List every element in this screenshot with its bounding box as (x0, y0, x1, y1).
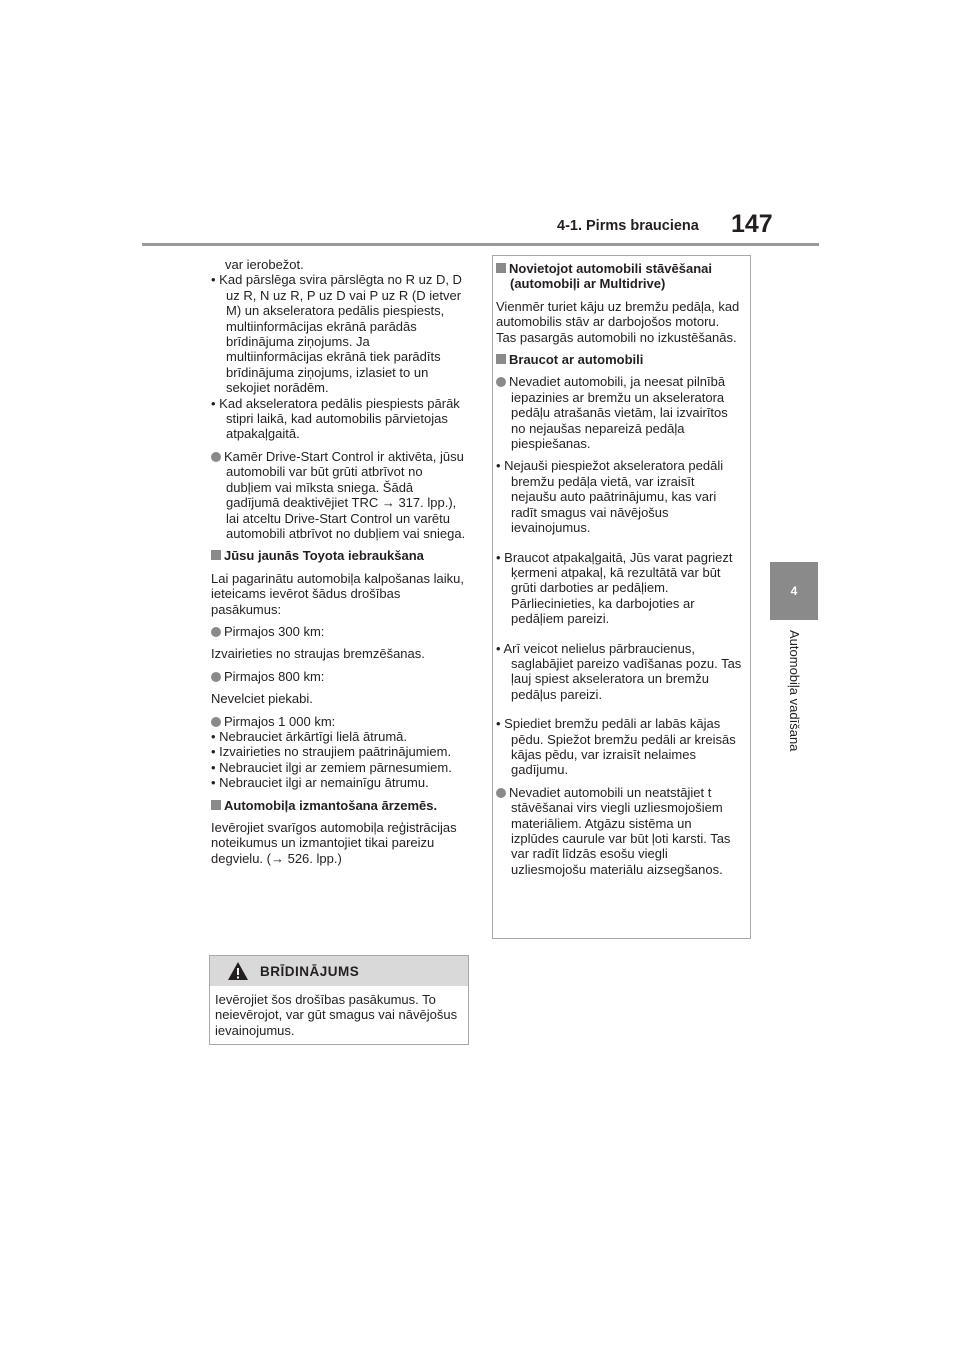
continued-line: var ierobežot. (225, 257, 304, 272)
km800-text: Nevelciet piekabi. (211, 691, 313, 707)
warning-body: Ievērojiet šos drošības pasākumus. To neievērojot, var gūt smagus vai nāvējošus ievainojumus. (215, 992, 458, 1038)
warning-header (210, 956, 468, 986)
km300-text: Izvairieties no straujas bremzēšanas. (211, 646, 425, 662)
square-bullet-icon (211, 800, 221, 810)
dsc-item: Kamēr Drive-Start Control ir aktivēta, jūsu automobili var būt grūti atbrīvot no dubļiem vai mīksta sniega. Šādā gadījumā deaktivējiet TRC → 317. lpp.), lai atceltu Drive-Start Control un varētu automobili atbrīvot no dubļiem vai sniega. (211, 449, 466, 541)
warning-triangle-icon (227, 961, 249, 981)
square-bullet-icon (211, 550, 221, 560)
bullet-pedal-reverse: • Kad akseleratora pedālis piespiests pārāk stipri laikā, kad automobilis pārvietojas atpakaļgaitā. (211, 395, 460, 442)
km1000-bullet-4: • Nebrauciet ilgi ar nemainīgu ātrumu. (211, 775, 429, 791)
parking-heading: Novietojot automobili stāvēšanai (automobiļi ar Multidrive) (496, 261, 742, 292)
circle-bullet-icon (211, 717, 221, 727)
abroad-heading: Automobiļa izmantošana ārzemēs. (211, 798, 466, 813)
section-title: 4-1. Pirms brauciena (557, 218, 699, 234)
parking-text: Vienmēr turiet kāju uz bremžu pedāļa, kad automobilis stāv ar darbojošos motoru. Tas pasargās automobili no izkustēšanās. (496, 298, 740, 345)
breakin-intro: Lai pagarinātu automobiļa kalpošanas laiku, ieteicams ievērot šādus drošības pasākumus: (211, 570, 464, 617)
chapter-tab-number: 4 (770, 562, 818, 620)
bullet-accidental: • Nejauši piespiežot akseleratora pedāli bremžu pedāļa vietā, var izraisīt nejaušu auto paātrinājumu, kas vari radīt smagus vai nāvējošus ievainojumus. (496, 458, 724, 536)
chapter-title: Automobiļa vadīšana (787, 630, 802, 752)
km300-item: Pirmajos 300 km: (211, 624, 466, 639)
km1000-item: Pirmajos 1 000 km: (211, 714, 466, 729)
driving-heading: Braucot ar automobili (496, 352, 742, 367)
circle-bullet-icon (211, 672, 221, 682)
bullet-shift-warning: • Kad pārslēga svira pārslēgta no R uz D, D uz R, N uz R, P uz D vai P uz R (D ietver M) un akseleratora pedālis piespiests, multiinformācijas ekrānā parādās brīdinājuma ziņojums. Ja multiinformācijas ekrānā tiek parādīts brīdinājuma ziņojums, izlasiet to un sekojiet norādēm. (211, 272, 462, 396)
circle-bullet-icon (211, 452, 221, 462)
km1000-bullet-1: • Nebrauciet ārkārtīgi lielā ātrumā. (211, 728, 408, 744)
km1000-bullet-2: • Izvairieties no straujiem paātrinājumiem. (211, 744, 452, 760)
bullet-position: • Arī veicot nelielus pārbraucienus, saglabājiet pareizo vadīšanas pozu. Tas ļauj spiest akseleratora un bremžu pedāļus pareizi. (496, 640, 742, 702)
square-bullet-icon (496, 263, 506, 273)
abroad-text: Ievērojiet svarīgos automobiļa reģistrācijas noteikumus un izmantojiet tikai pareizu degvielu. (→ 526. lpp.) (211, 820, 457, 866)
warning-title: BRĪDINĀJUMS (260, 964, 360, 979)
square-bullet-icon (496, 354, 506, 364)
header-rule (142, 243, 819, 246)
chapter-tab-label (770, 630, 818, 790)
right-column (496, 261, 742, 877)
driving-item: Nevadiet automobili, ja neesat pilnībā iepazinies ar bremžu un akseleratora pedāļu atrašanās vietām, lai izvairītos no nejaušas nepareizā pedāļa piespiešanas. (496, 374, 742, 451)
circle-bullet-icon (496, 788, 506, 798)
warning-box (209, 955, 469, 1045)
km1000-bullet-3: • Nebrauciet ilgi ar zemiem pārnesumiem. (211, 759, 452, 775)
bullet-right-foot: • Spiediet bremžu pedāli ar labās kājas pēdu. Spiežot bremžu pedāli ar kreisās kājas pēdu, var izraisīt nelaimes gadījumu. (496, 716, 736, 778)
page-number: 147 (731, 210, 773, 238)
flammable-item: Nevadiet automobili un neatstājiet t stāvēšanai virs viegli uzliesmojošiem materiāliem. Atgāzu sistēma un izplūdes caurule var būt ļoti karsti. Tas var radīt līdzās esošu viegli uzliesmojošu materiālu aizsegšanos. (496, 785, 742, 877)
circle-bullet-icon (496, 377, 506, 387)
left-column (211, 257, 466, 866)
breakin-heading: Jūsu jaunās Toyota iebraukšana (211, 548, 466, 563)
km800-item: Pirmajos 800 km: (211, 669, 466, 684)
circle-bullet-icon (211, 627, 221, 637)
bullet-reverse: • Braucot atpakaļgaitā, Jūs varat pagriezt ķermeni atpakaļ, kā rezultātā var būt grūti darboties ar pedāļiem. Pārliecinieties, ka darbojoties ar pedāļiem pareizi. (496, 549, 733, 627)
